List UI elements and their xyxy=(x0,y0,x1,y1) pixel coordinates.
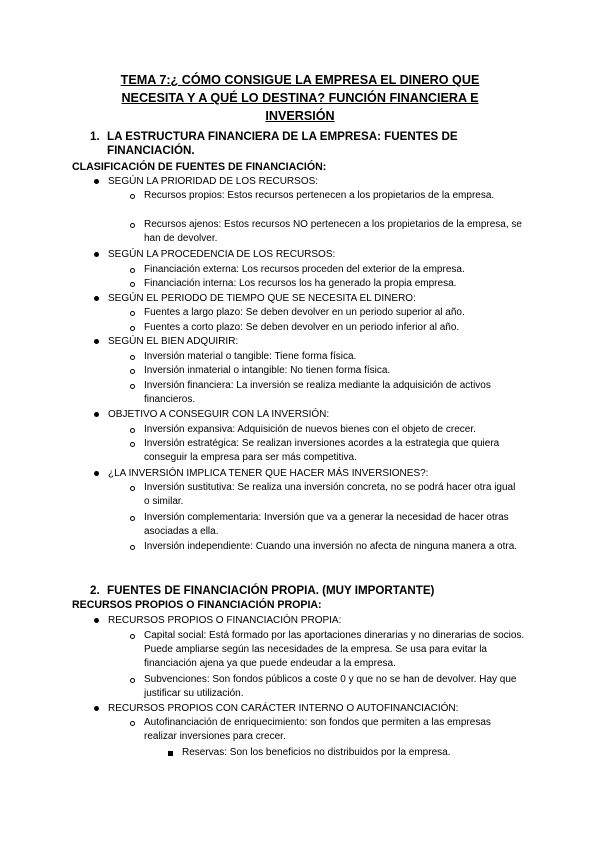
bullet-circle-icon xyxy=(130,516,135,521)
sub-bullet-item xyxy=(144,218,529,246)
sub-bullet-item xyxy=(144,263,534,277)
bullet-label: OBJETIVO A CONSEGUIR CON LA INVERSIÓN: xyxy=(108,409,330,420)
section-2-number: 2. xyxy=(90,584,100,597)
bullet-circle-icon xyxy=(130,721,135,726)
bullet-item xyxy=(108,335,238,349)
bullet-circle-icon xyxy=(130,194,135,199)
bullet-dot-icon xyxy=(94,252,99,257)
sub-bullet-text: Inversión expansiva: Adquisición de nuevos bienes con el objeto de crecer. xyxy=(144,424,476,435)
sub-bullet-text: Inversión estratégica: Se realizan inversiones acordes a la estrategia que quiera conseguir la empresa para ser más competitiva. xyxy=(144,438,500,463)
bullet-dot-icon xyxy=(94,471,99,476)
sub-bullet-item xyxy=(144,364,534,378)
bullet-circle-icon xyxy=(130,369,135,374)
bullet-circle-icon xyxy=(130,634,135,639)
bullet-circle-icon xyxy=(130,545,135,550)
sub-bullet-item xyxy=(144,277,534,291)
bullet-item xyxy=(108,614,341,628)
section-2-heading xyxy=(90,584,507,598)
sub-bullet-item xyxy=(144,540,529,554)
bullet-circle-icon xyxy=(130,268,135,273)
sub-bullet-text: Inversión inmaterial o intangible: No tienen forma física. xyxy=(144,365,391,376)
sub-bullet-text: Financiación externa: Los recursos proceden del exterior de la empresa. xyxy=(144,264,465,275)
sub-bullet-text: Inversión financiera: La inversión se realiza mediante la adquisición de activos financieros. xyxy=(144,380,491,405)
sub-bullet-item xyxy=(144,716,514,744)
sub-bullet-text: Subvenciones: Son fondos públicos a coste 0 y que no se han de devolver. Hay que justificar su utilización. xyxy=(144,674,517,699)
sub-sub-bullet-item xyxy=(182,746,522,760)
bullet-square-icon xyxy=(168,751,173,756)
sub-bullet-item xyxy=(144,379,524,407)
sub-bullet-item xyxy=(144,350,534,364)
sub-bullet-text: Inversión sustitutiva: Se realiza una inversión concreta, no se podrá hacer otra igual o similar. xyxy=(144,482,516,507)
bullet-dot-icon xyxy=(94,706,99,711)
sub-bullet-item xyxy=(144,481,519,509)
sub-bullet-text: Inversión material o tangible: Tiene forma física. xyxy=(144,351,357,362)
bullet-circle-icon xyxy=(130,384,135,389)
bullet-item xyxy=(108,175,318,189)
section-1-heading xyxy=(90,130,507,158)
bullet-label: SEGÚN EL PERIODO DE TIEMPO QUE SE NECESITA EL DINERO: xyxy=(108,293,416,304)
section-1-number: 1. xyxy=(90,130,100,143)
bullet-label: ¿LA INVERSIÓN IMPLICA TENER QUE HACER MÁS INVERSIONES?: xyxy=(108,468,429,479)
bullet-item xyxy=(108,408,329,422)
bullet-item xyxy=(108,467,428,481)
sub-sub-bullet-text: Reservas: Son los beneficios no distribuidos por la empresa. xyxy=(182,747,451,758)
sub-bullet-text: Fuentes a corto plazo: Se deben devolver en un periodo inferior al año. xyxy=(144,322,460,333)
bullet-circle-icon xyxy=(130,311,135,316)
bullet-dot-icon xyxy=(94,179,99,184)
sub-bullet-item xyxy=(144,511,524,539)
bullet-item xyxy=(108,248,335,262)
bullet-circle-icon xyxy=(130,678,135,683)
section-1-heading-text: LA ESTRUCTURA FINANCIERA DE LA EMPRESA: FUENTES DE FINANCIACIÓN. xyxy=(107,130,458,157)
bullet-circle-icon xyxy=(130,428,135,433)
bullet-label: SEGÚN LA PRIORIDAD DE LOS RECURSOS: xyxy=(108,176,319,187)
bullet-dot-icon xyxy=(94,618,99,623)
bullet-circle-icon xyxy=(130,355,135,360)
section-2-heading-text: FUENTES DE FINANCIACIÓN PROPIA. (MUY IMPORTANTE) xyxy=(107,584,435,597)
sub-bullet-text: Recursos propios: Estos recursos pertenecen a los propietarios de la empresa. xyxy=(144,190,495,201)
bullet-label: RECURSOS PROPIOS O FINANCIACIÓN PROPIA: xyxy=(108,615,342,626)
bullet-circle-icon xyxy=(130,282,135,287)
sub-bullet-item xyxy=(144,673,524,701)
section-2-subheading: RECURSOS PROPIOS O FINANCIACIÓN PROPIA: xyxy=(72,599,322,611)
sub-bullet-item xyxy=(144,189,524,203)
sub-bullet-text: Inversión independiente: Cuando una inversión no afecta de ninguna manera a otra. xyxy=(144,541,518,552)
sub-bullet-text: Financiación interna: Los recursos los ha generado la propia empresa. xyxy=(144,278,457,289)
bullet-dot-icon xyxy=(94,296,99,301)
sub-bullet-text: Fuentes a largo plazo: Se deben devolver en un periodo superior al año. xyxy=(144,307,465,318)
bullet-label: SEGÚN EL BIEN ADQUIRIR: xyxy=(108,336,239,347)
sub-bullet-item xyxy=(144,423,534,437)
sub-bullet-text: Capital social: Está formado por las aportaciones dinerarias y no dinerarias de socios. Puede ampliarse según las necesidades de la empresa. Se usa para evitar la financiación ajena ya que puede endeudar a la empresa. xyxy=(144,630,525,669)
bullet-dot-icon xyxy=(94,339,99,344)
bullet-circle-icon xyxy=(130,326,135,331)
sub-bullet-item xyxy=(144,629,529,671)
section-1-subheading: CLASIFICACIÓN DE FUENTES DE FINANCIACIÓN: xyxy=(72,161,327,173)
bullet-item xyxy=(108,702,458,716)
bullet-item xyxy=(108,292,416,306)
sub-bullet-text: Autofinanciación de enriquecimiento: son fondos que permiten a las empresas realizar inversiones para crecer. xyxy=(144,717,491,742)
sub-bullet-text: Inversión complementaria: Inversión que va a generar la necesidad de hacer otras asociadas a ella. xyxy=(144,512,509,537)
bullet-label: SEGÚN LA PROCEDENCIA DE LOS RECURSOS: xyxy=(108,249,336,260)
document-title: TEMA 7:¿ CÓMO CONSIGUE LA EMPRESA EL DINERO QUE NECESITA Y A QUÉ LO DESTINA? FUNCIÓN FINANCIERA E INVERSIÓN xyxy=(120,73,480,123)
bullet-label: RECURSOS PROPIOS CON CARÁCTER INTERNO O AUTOFINANCIACIÓN: xyxy=(108,703,459,714)
sub-bullet-item xyxy=(144,321,534,335)
sub-bullet-text: Recursos ajenos: Estos recursos NO pertenecen a los propietarios de la empresa, se han de devolver. xyxy=(144,219,522,244)
sub-bullet-item xyxy=(144,437,529,465)
sub-bullet-item xyxy=(144,306,534,320)
bullet-circle-icon xyxy=(130,442,135,447)
bullet-circle-icon xyxy=(130,486,135,491)
bullet-circle-icon xyxy=(130,223,135,228)
bullet-dot-icon xyxy=(94,412,99,417)
